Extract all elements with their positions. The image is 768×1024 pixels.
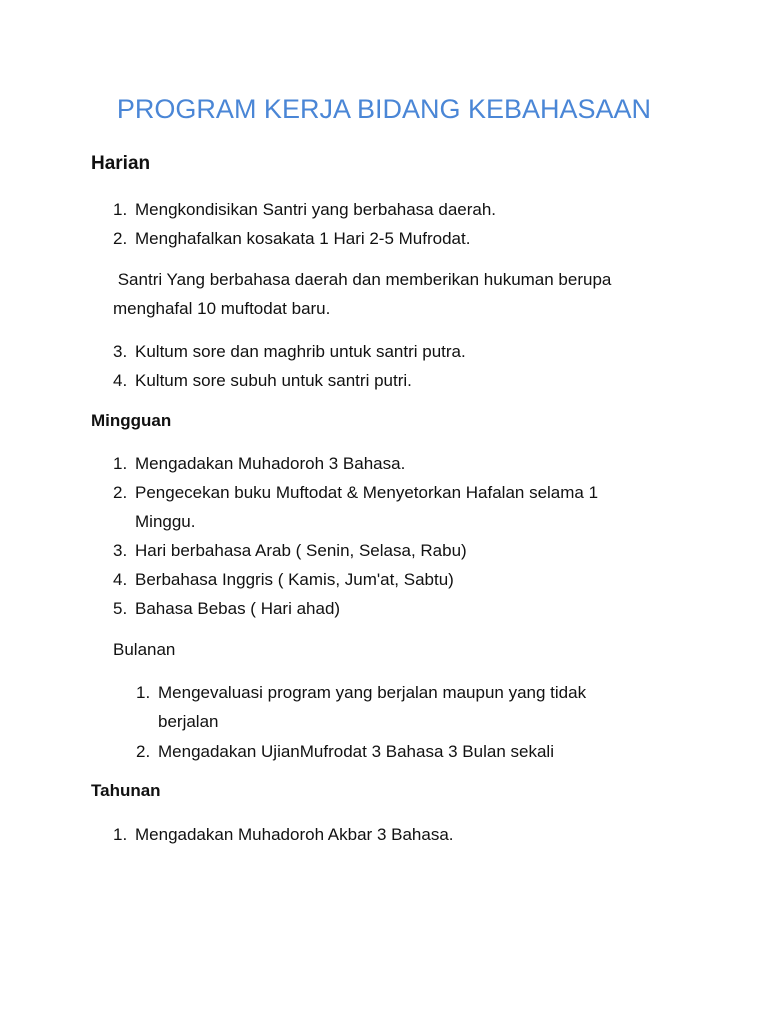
list-text: Menghafalkan kosakata 1 Hari 2-5 Mufrodat. xyxy=(135,229,471,248)
note-paragraph xyxy=(113,265,611,323)
list-number: 4. xyxy=(113,371,128,390)
list-number: 2. xyxy=(136,742,151,761)
list-number: 1. xyxy=(113,825,128,844)
list-text: Mengkondisikan Santri yang berbahasa daerah. xyxy=(135,200,497,219)
list-number: 3. xyxy=(113,342,128,361)
list-number: 2. xyxy=(113,229,128,248)
list-text xyxy=(158,678,586,736)
list-text: Kultum sore subuh untuk santri putri. xyxy=(135,371,412,390)
section-heading-harian: Harian xyxy=(91,153,151,174)
list-number: 5. xyxy=(113,599,128,618)
list-number: 1. xyxy=(113,454,128,473)
list-text: Mengadakan Muhadoroh 3 Bahasa. xyxy=(135,454,406,473)
list-number: 1. xyxy=(113,200,128,219)
section-heading-mingguan: Mingguan xyxy=(91,411,172,430)
list-item xyxy=(113,478,673,536)
note-line: menghafal 10 muftodat baru. xyxy=(113,299,331,318)
list-text-line: Pengecekan buku Muftodat & Menyetorkan Hafalan selama 1 xyxy=(135,483,599,502)
section-heading-bulanan: Bulanan xyxy=(113,640,176,659)
list-text xyxy=(135,478,598,536)
list-text-line: Minggu. xyxy=(135,512,196,531)
section-heading-tahunan: Tahunan xyxy=(91,781,161,800)
list-text: Kultum sore dan maghrib untuk santri putra. xyxy=(135,342,466,361)
list-text: Berbahasa Inggris ( Kamis, Jum'at, Sabtu) xyxy=(135,570,454,589)
list-text: Bahasa Bebas ( Hari ahad) xyxy=(135,599,341,618)
list-item xyxy=(136,678,676,736)
list-text: Hari berbahasa Arab ( Senin, Selasa, Rabu) xyxy=(135,541,467,560)
list-text: Mengadakan Muhadoroh Akbar 3 Bahasa. xyxy=(135,825,454,844)
list-text-line: Mengevaluasi program yang berjalan maupun yang tidak xyxy=(158,683,587,702)
list-number: 4. xyxy=(113,570,128,589)
list-text: Mengadakan UjianMufrodat 3 Bahasa 3 Bulan sekali xyxy=(158,742,554,761)
list-number: 2. xyxy=(113,483,128,502)
list-number: 1. xyxy=(136,683,151,702)
note-line: Santri Yang berbahasa daerah dan memberikan hukuman berupa xyxy=(113,270,612,289)
document-title: PROGRAM KERJA BIDANG KEBAHASAAN xyxy=(116,94,652,124)
list-number: 3. xyxy=(113,541,128,560)
list-text-line: berjalan xyxy=(158,712,219,731)
